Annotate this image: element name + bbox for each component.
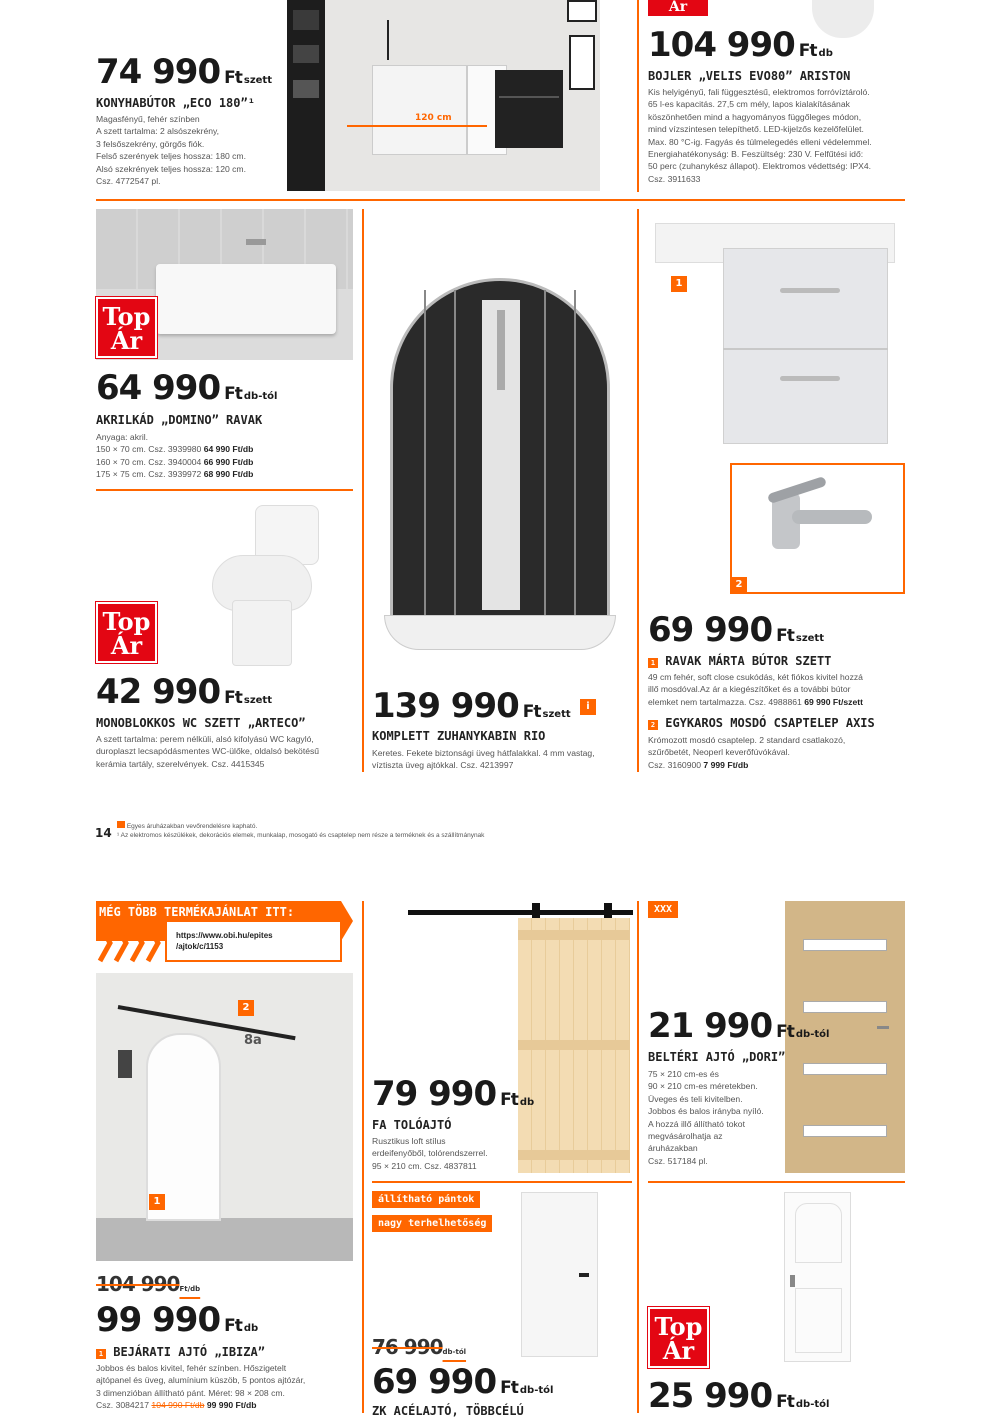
divider [372, 1181, 632, 1183]
white-price: 25 990 Ft db-tól [648, 1376, 830, 1416]
divider [637, 901, 639, 1413]
kitchen-title: KONYHABÚTOR „ECO 180”¹ [96, 96, 255, 110]
vanity-image [655, 218, 895, 446]
interior-title: BELTÉRI AJTÓ „DORI” [648, 1050, 786, 1064]
wc-price: 42 990 Ft szett [96, 672, 272, 712]
bathtub-desc: Anyaga: akril. 150 × 70 cm. Csz. 3939980 64 990 Ft/db 160 × 70 cm. Csz. 3940004 66 990 Ft/db 175 × 75 cm. Csz. 3939972 68 990 Ft/db [96, 432, 254, 480]
shower-title: KOMPLETT ZUHANYKABIN RIO [372, 729, 546, 743]
interior-desc: 75 × 210 cm-es és 90 × 210 cm-es méretekben. Üveges és teli kivitelben. Jobbos és balos irányba nyíló. A hozzá illő állítható tokot megvásárolhatja az áruházakban Csz. 517184 pl. [648, 1069, 764, 1166]
steel-price: 69 990 Ft db-tól [372, 1362, 554, 1402]
footnotes: Egyes áruházakban vevőrendelésre kapható. ¹ Az elektromos készülékek, dekorációs elemek, munkalap, mosogató és csaptelep nem része a terméknek és a szállítmánynak [117, 823, 485, 839]
entrance-desc: Jobbos és balos kivitel, fehér színben. Hőszigetelt ajtópanel és üveg, alumínium küszöb, 5 pontos ajtózár, 3 dimenzióban állítható pánt. Méret: 98 × 208 cm. Csz. 3084217 104 990 Ft/db 99 990 Ft/db [96, 1363, 306, 1411]
faucet-title: 2 EGYKAROS MOSDÓ CSAPTELEP AXIS [648, 716, 875, 730]
feature-tag: állítható pántok [372, 1191, 480, 1208]
feature-tag: nagy terhelhetőség [372, 1215, 492, 1232]
divider [362, 209, 364, 772]
sliding-title: FA TOLÓAJTÓ [372, 1118, 452, 1132]
wc-image [200, 500, 330, 668]
wc-title: MONOBLOKKOS WC SZETT „ARTECO” [96, 716, 306, 730]
kitchen-desc: Magasfényű, fehér színben A szett tartalma: 2 alsószekrény, 3 felsőszekrény, görgős fiók. Felső szerények teljes hossza: 180 cm. Alsó szekrények teljes hossza: 120 cm. Csz. 4772547 pl. [96, 114, 246, 187]
divider [96, 199, 905, 201]
boiler-badge: Ár [648, 0, 708, 16]
furniture-title: 1 RAVAK MÁRTA BÚTOR SZETT [648, 654, 831, 668]
promo-url[interactable]: https://www.obi.hu/epites /ajtok/c/1153 [176, 931, 273, 951]
promo-banner [96, 901, 353, 964]
steel-title: ZK ACÉLAJTÓ, TÖBBCÉLÚ [372, 1404, 524, 1418]
number-badge-2: 2 [731, 577, 747, 593]
white-door-image [784, 1192, 851, 1362]
steel-old-price: 76 990db-tól [372, 1335, 467, 1359]
boiler-desc: Kis helyigényű, fali függesztésű, elektromos forróvíztároló. 65 l-es kapacitás. 27,5 cm mély, lapos kialakításának köszönhetően mind a hagyományos függőleges módon, mind vízszintesen telepíthető. LED-kijelzős kezelőfelület. Max. 80 °C-ig. Fagyás és túlmelegedés elleni védelemmel. Energiahatékonyság: B. Feszültség: 230 V. Felfűtési idő: 50 perc (zuhanykész állapot). Elektromos védettség: IPX4. Csz. 3911633 [648, 87, 872, 184]
faucet-desc: Krómozott mosdó csaptelep. 2 standard csatlakozó, szűrőbetét, Neoperl keverőfúvókával. Csz. 3160900 7 999 Ft/db [648, 735, 846, 770]
interior-price: 21 990 Ft db-tól [648, 1006, 830, 1046]
interior-tag: XXX [648, 901, 678, 918]
number-badge-2: 2 [238, 1000, 254, 1016]
bathtub-price: 64 990 Ft db-tól [96, 368, 278, 408]
shower-image [384, 270, 616, 650]
furniture-price: 69 990 Ft szett [648, 610, 824, 650]
promo-headline: MÉG TÖBB TERMÉKAJÁNLAT ITT: [99, 905, 295, 919]
kitchen-dimension: 120 cm [415, 113, 452, 123]
sliding-desc: Rusztikus loft stílus erdeifenyőből, tolórendszerrel. 95 × 210 cm. Csz. 4837811 [372, 1136, 488, 1171]
divider [648, 1181, 905, 1183]
divider [637, 209, 639, 772]
sliding-door-image [408, 900, 633, 1175]
entrance-price: 99 990 Ft db [96, 1300, 259, 1340]
shower-desc: Keretes. Fekete biztonsági üveg hátfalakkal. 4 mm vastag, víztiszta üveg ajtókkal. Csz. 4213997 [372, 748, 595, 771]
shower-price: 139 990 Ft szett [372, 686, 571, 726]
faucet-image [730, 463, 905, 594]
wc-top-ar-badge: Top Ár [96, 602, 157, 663]
furniture-desc: 49 cm fehér, soft close csukódás, két fiókos kivitel hozzá illő mosdóval.Az ár a kiegészítőket és a további bútor elemket nem tartalmazza. Csz. 4988861 69 990 Ft/szett [648, 672, 863, 707]
entrance-door-image [96, 973, 353, 1261]
number-badge-1: 1 [149, 1194, 165, 1210]
kitchen-price: 74 990 Ft szett [96, 52, 272, 92]
steel-door-image [521, 1192, 598, 1357]
white-top-ar-badge: Top Ár [648, 1307, 709, 1368]
bathtub-top-ar-badge: Top Ár [96, 297, 157, 358]
bathtub-title: AKRILKÁD „DOMINO” RAVAK [96, 413, 263, 427]
wc-desc: A szett tartalma: perem nélküli, alsó kifolyású WC kagyló, duroplaszt lecsapódásmentes WC-ülőke, oldalsó bekötésű kerámia tartály, szerelvények. Csz. 4415345 [96, 734, 320, 769]
info-icon: i [580, 699, 596, 715]
divider [96, 489, 353, 491]
boiler-price: 104 990 Ft db [648, 25, 833, 65]
divider [637, 0, 639, 192]
page-number: 14 [95, 826, 112, 840]
entrance-title: 1 BEJÁRATI AJTÓ „IBIZA” [96, 1345, 265, 1359]
number-badge-1: 1 [671, 276, 687, 292]
entrance-old-price: 104 990Ft/db [96, 1272, 201, 1296]
sliding-price: 79 990 Ft db [372, 1074, 535, 1114]
house-number: 8a [244, 1033, 262, 1048]
divider [362, 901, 364, 1413]
kitchen-image [287, 0, 600, 191]
boiler-title: BOJLER „VELIS EVO80” ARISTON [648, 69, 851, 83]
